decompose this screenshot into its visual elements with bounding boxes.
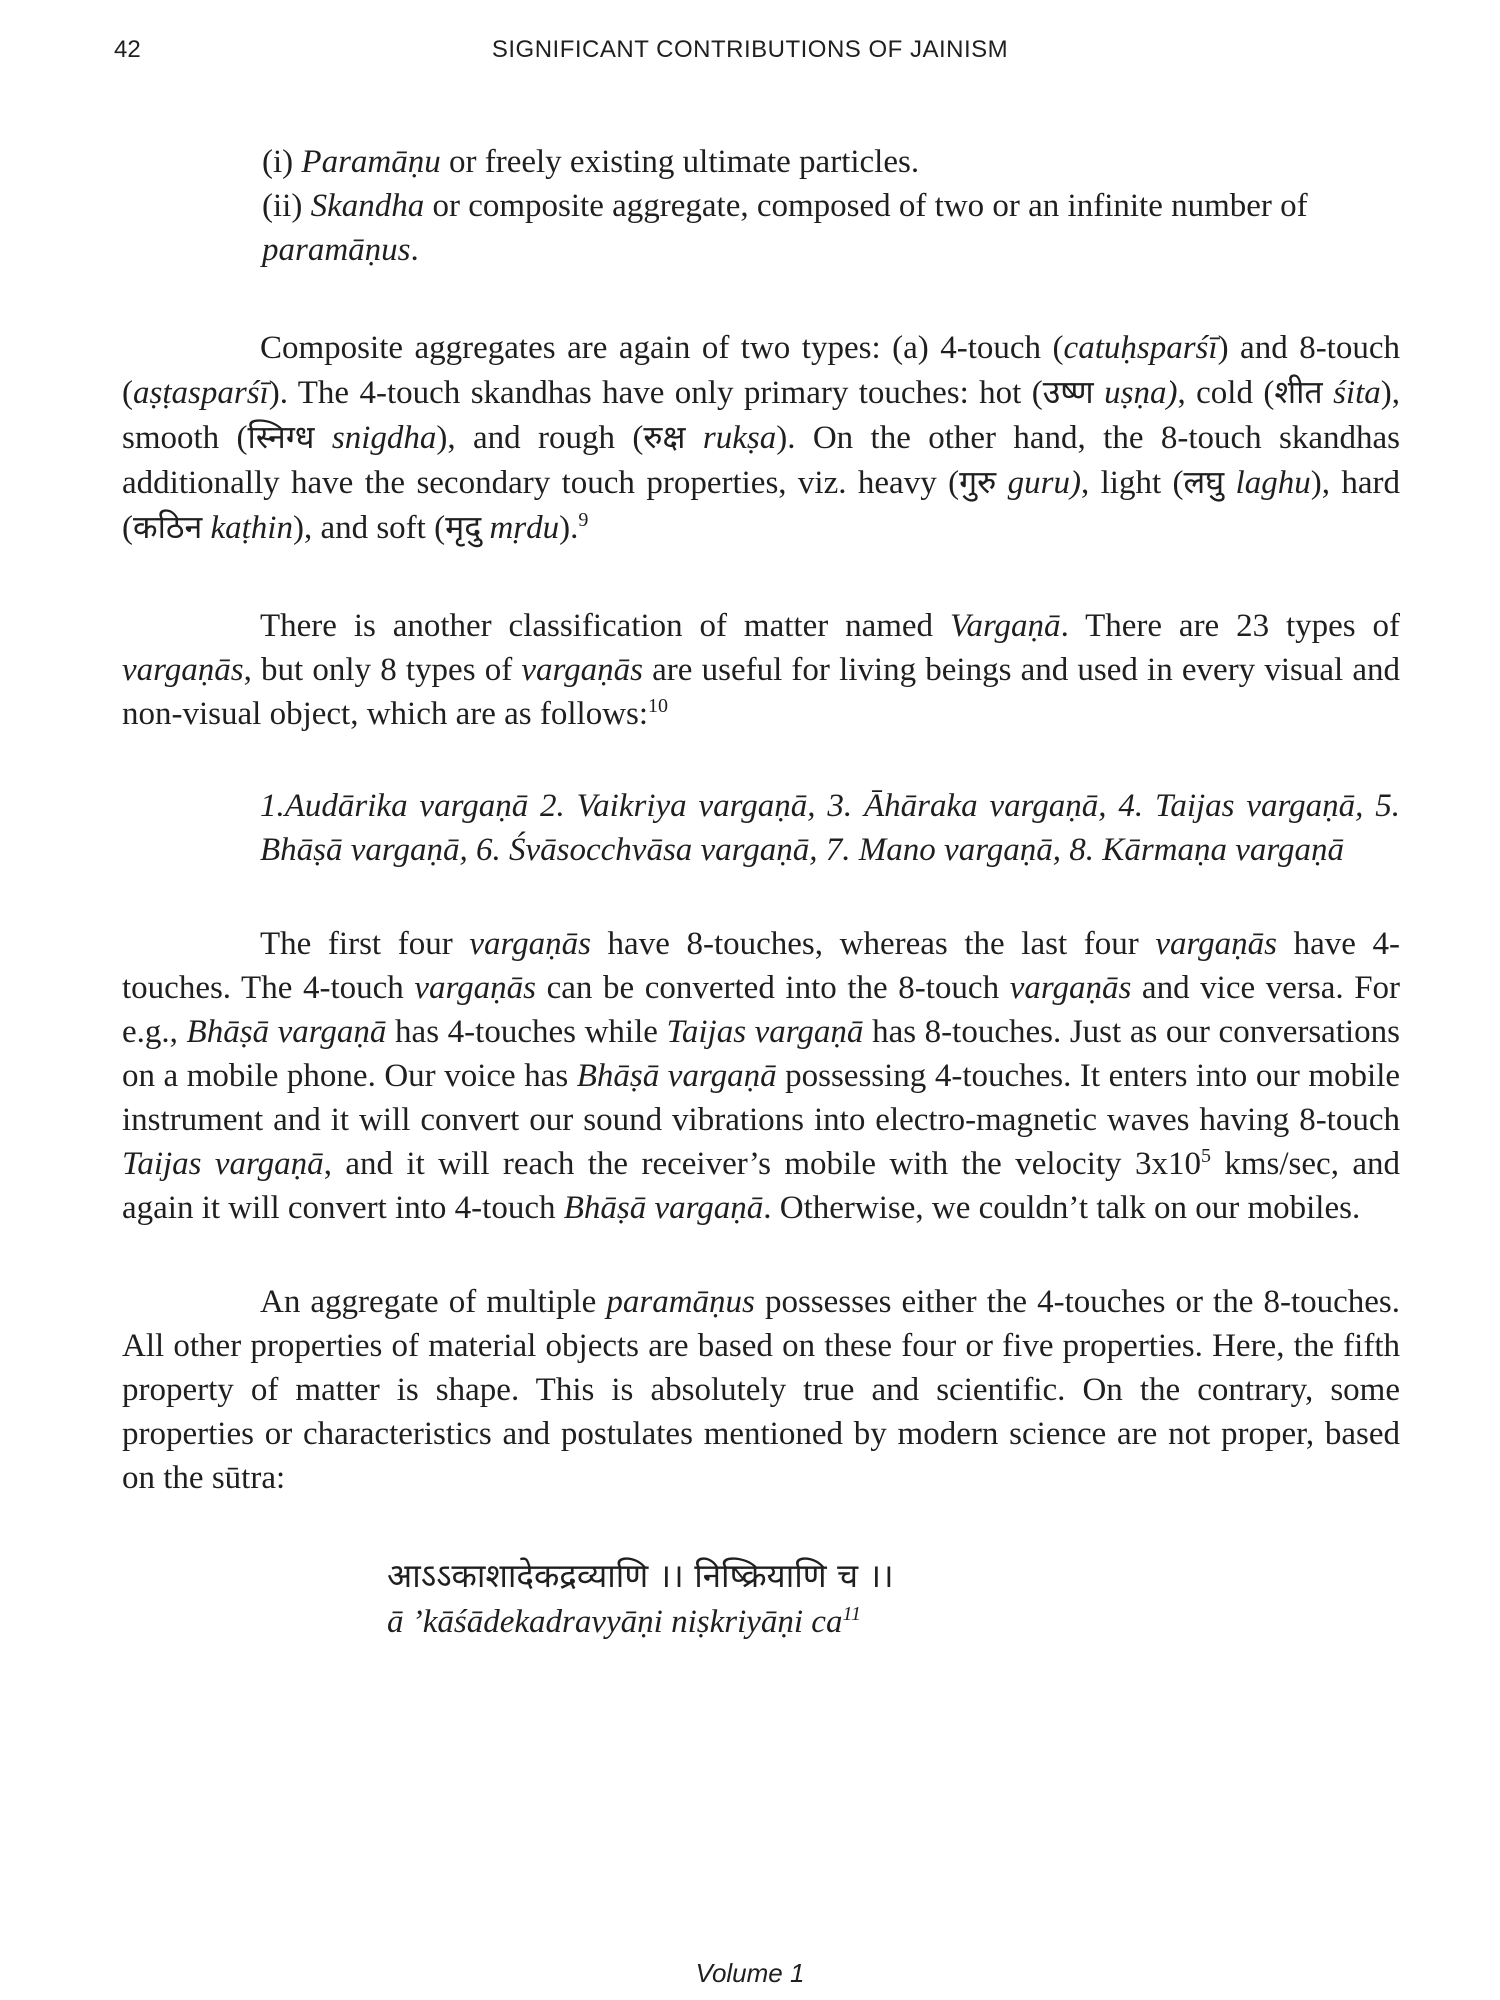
list-item: (i) Paramāṇu or freely existing ultimate particles.: [262, 144, 920, 180]
particle-types-list: [122, 140, 1400, 272]
exponent: 5: [1200, 1145, 1211, 1167]
running-title: SIGNIFICANT CONTRIBUTIONS OF JAINISM: [491, 36, 1009, 63]
list-item: (ii) Skandha or composite aggregate, composed of two or an infinite number of paramāṇus.: [262, 188, 1308, 268]
sutra-transliteration: ā ’kāśādekadravyāṇi niṣkriyāṇi $ca^{11}$: [387, 1603, 861, 1640]
footer-volume: Volume 1: [695, 1958, 805, 1988]
page-body: [122, 140, 1400, 1644]
page-number: 42: [114, 36, 141, 63]
footnote-ref: 11: [842, 1603, 861, 1625]
paragraph-vargana-intro: There is another classification of matter named Vargaṇā. There are 23 types of vargaṇās, but only 8 types of vargaṇās are useful for living beings and used in every visual and non-visual object, which are as follows:$^{10}$: [122, 608, 1401, 732]
paragraph-touch-types: Composite aggregates are again of two types: (a) 4-touch (catuḥsparśī) and 8-touch (aṣṭasparśī). The 4-touch skandhas have only primary touches: hot (उष्ण uṣṇa), cold (शीत śita), smooth (स्निग्ध snigdha), and rough (रुक्ष rukṣa). On the other hand, the 8-touch skandhas additionally have the secondary touch properties, viz. heavy (गुरु guru), light (लघु laghu), hard (कठिन kaṭhin), and soft (मृदु mṛdu).$^9$: [122, 330, 1401, 546]
sutra-quote: [122, 1554, 1400, 1644]
sutra-devanagari: आऽऽकाशादेकद्रव्याणि ।। निष्क्रियाणि च ।।: [387, 1556, 894, 1595]
footnote-ref: 9: [578, 509, 589, 531]
running-header: [0, 32, 1500, 72]
paragraph-aggregate: An aggregate of multiple paramāṇus possesses either the 4-touches or the 8-touches. All other properties of material objects are based on these four or five properties. Here, the fifth property of matter is shape. This is absolutely true and scientific. On the contrary, some properties or characteristics and postulates mentioned by modern science are not proper, based on the sūtra:: [122, 1284, 1400, 1496]
footnote-ref: 10: [648, 695, 669, 717]
paragraph-vargana-touches: The first four vargaṇās have 8-touches, whereas the last four vargaṇās have 4-touches. The 4-touch vargaṇās can be converted into the 8-touch vargaṇās and vice versa. For e.g., Bhāṣā vargaṇā has 4-touches while Taijas vargaṇā has 8-touches. Just as our conversations on a mobile phone. Our voice has Bhāṣā vargaṇā possessing 4-touches. It enters into our mobile instrument and it will convert our sound vibrations into electro-magnetic waves having 8-touch Taijas vargaṇā, and it will reach the receiver’s mobile with the velocity $3x10^5$ kms/sec, and again it will convert into 4-touch Bhāṣā vargaṇā. Otherwise, we couldn’t talk on our mobiles.: [122, 926, 1401, 1226]
vargana-list: 1.Audārika vargaṇā 2. Vaikriya vargaṇā, 3. Āhāraka vargaṇā, 4. Taijas vargaṇā, 5. Bhāṣā vargaṇā, 6. Śvāsocchvāsa vargaṇā, 7. Mano vargaṇā, 8. Kārmaṇa vargaṇā: [260, 788, 1400, 868]
